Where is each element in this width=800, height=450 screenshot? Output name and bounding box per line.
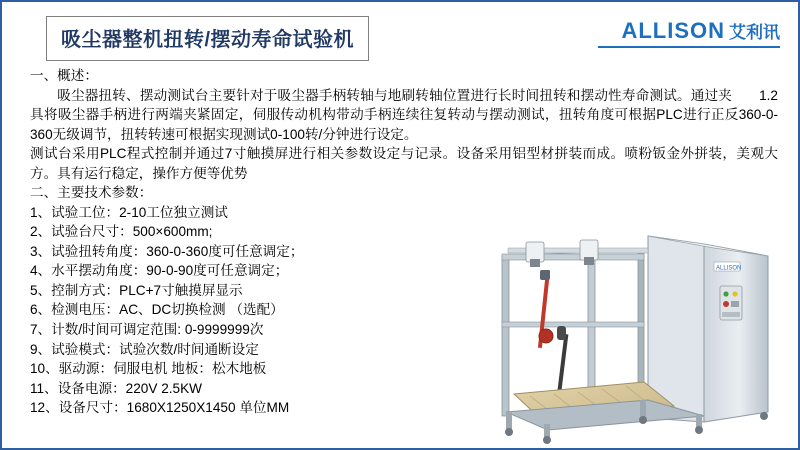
spec-item-5: 5、控制方式：PLC+7寸触摸屏显示: [30, 282, 243, 298]
machine-photo: [468, 226, 790, 448]
overview-heading: 一、概述：: [30, 68, 98, 83]
brand-logo: [621, 18, 780, 44]
brand-name-en: ALLISON: [621, 18, 725, 43]
page-title: 吸尘器整机扭转/摆动寿命试验机: [61, 29, 355, 51]
overview-paragraph-2: 测试台采用PLC程式控制并通过7寸触摸屏进行相关参数设定与记录。设备采用铝型材拼装而成。喷粉钣金外拼装，美观大方。具有运行稳定，操作方便等优势: [30, 146, 778, 181]
page-title-box: [46, 16, 369, 61]
overview-paragraph-1: [30, 86, 778, 145]
spec-item-10: 10、驱动源：伺服电机 地板：松木地板: [30, 361, 267, 377]
spec-item-1: 1、试验工位：2-10工位独立测试: [30, 204, 228, 220]
svg-text:ALLISON: ALLISON: [716, 265, 742, 272]
spec-item-7: 7、计数/时间可调定范围: 0-9999999次: [30, 322, 264, 338]
spec-item-4: 4、水平摆动角度：90-0-90度可任意调定；: [30, 263, 289, 279]
brand-name-cn: 艾利讯: [729, 23, 780, 42]
spec-item-6: 6、检测电压：AC、DC切换检测 （选配）: [30, 302, 284, 318]
brand-underline: [598, 46, 780, 48]
spec-item-11: 11、设备电源：220V 2.5KW: [30, 380, 202, 396]
params-heading: 二、主要技术参数：: [30, 185, 153, 200]
spec-item-2: 2、试验台尺寸：500×600mm;: [30, 224, 213, 240]
spec-item-9: 9、试验模式：试验次数/时间通断设定: [30, 341, 259, 357]
overview-paragraph-1-text: 吸尘器扭转、摆动测试台主要针对于吸尘器手柄转轴与地刷转轴位置进行长时间扭转和摆动性寿命测试。通过夹具将吸尘器手柄进行两端夹紧固定，伺服传动机构带动手柄连续往复转动与摆动测试，扭转角度可根据PLC进行正反360-0-360无级调节，扭转转速可根据实现测试0-100转/分钟进行设定。: [30, 87, 778, 142]
spec-item-12: 12、设备尺寸：1680X1250X1450 单位MM: [30, 400, 290, 416]
overview-trailing-number: 1.2: [759, 87, 778, 103]
spec-item-3: 3、试验扭转角度：360-0-360度可任意调定；: [30, 243, 304, 259]
